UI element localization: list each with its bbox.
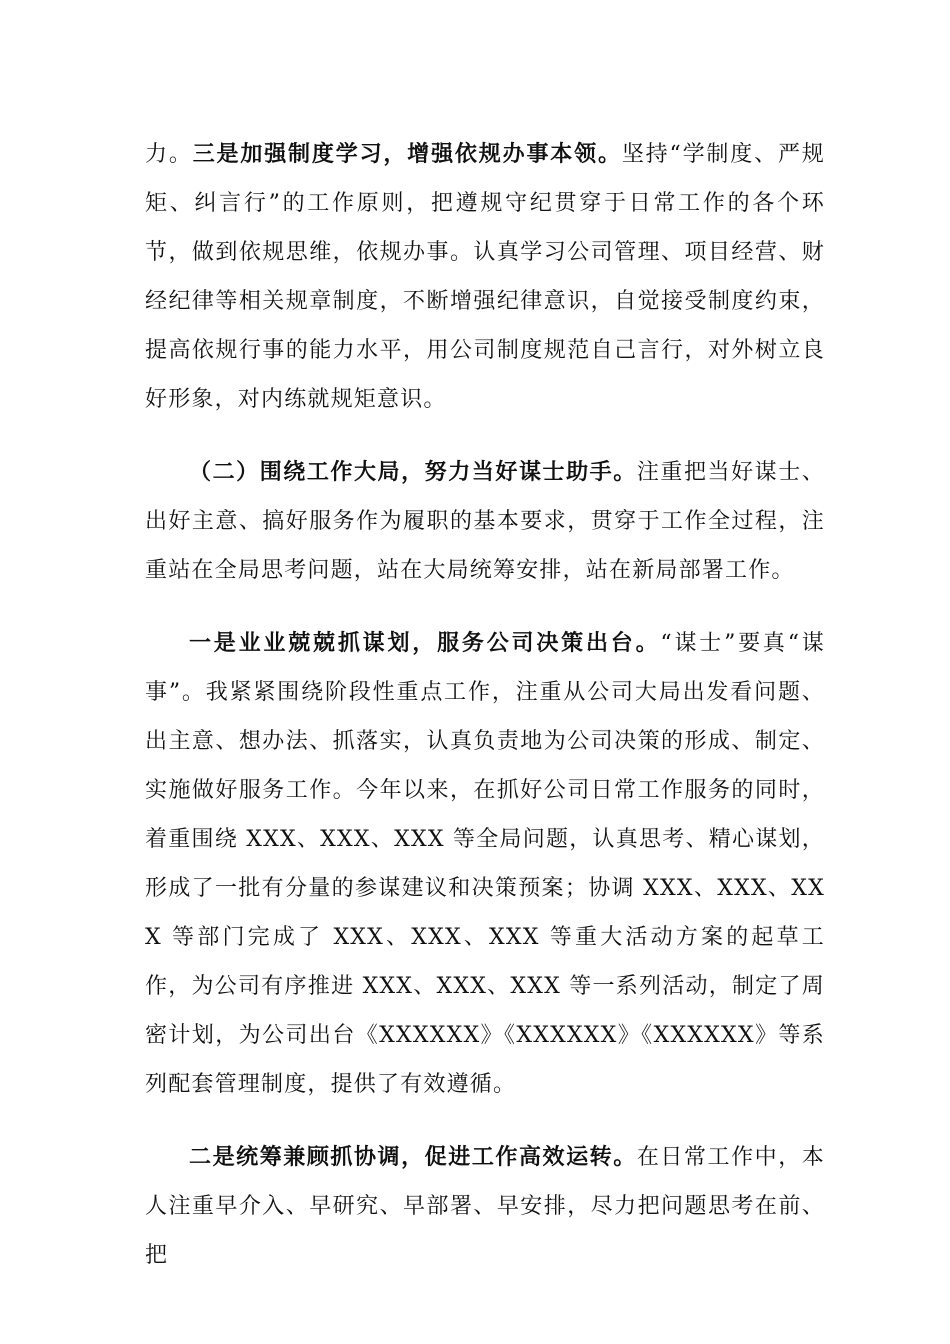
paragraph-coordination — [145, 1133, 825, 1280]
paragraph-system-study — [145, 130, 825, 424]
paragraph-gap — [145, 424, 825, 448]
paragraph-gap — [145, 1109, 825, 1133]
paragraph-section-two — [145, 448, 825, 595]
paragraph-run: 在日常工作中，本人注重早介入、早研究、早部署、早安排，尽力把问题思考在前、把 — [145, 1145, 825, 1268]
paragraph-heading-bold: 三是加强制度学习，增强依规办事本领。 — [192, 141, 622, 167]
section-heading-bold: （二）围绕工作大局，努力当好谋士助手。 — [189, 459, 637, 485]
paragraph-planning — [145, 619, 825, 1109]
paragraph-run: 坚持“学制度、严规矩、纠言行”的工作原则，把遵规守纪贯穿于日常工作的各个环节，做到依规思维，依规办事。认真学习公司管理、项目经营、财经纪律等相关规章制度，不断增强纪律意识，自觉接受制度约束，提高依规行事的能力水平，用公司制度规范自己言行，对外树立良好形象，对内练就规矩意识。 — [145, 142, 825, 412]
paragraph-run: 力。 — [145, 142, 193, 167]
paragraph-run: “谋士”要真“谋事”。我紧紧围绕阶段性重点工作，注重从公司大局出发看问题、出主意、想办法、抓落实，认真负责地为公司决策的形成、制定、实施做好服务工作。今年以来，在抓好公司日常工作服务的同时，着重围绕 XXX、XXX、XXX 等全局问题，认真思考、精心谋划，形成了一批有分量的参谋建议和决策预案；协调 XXX、XXX、XXX 等部门完成了 XXX、XXX、XXX 等重大活动方案的起草工作，为公司有序推进 XXX、XXX、XXX 等一系列活动，制定了周密计划，为公司出台《XXXXXX》《XXXXXX》《XXXXXX》等系列配套管理制度，提供了有效遵循。 — [145, 631, 825, 1097]
paragraph-heading-bold: 二是统筹兼顾抓协调，促进工作高效运转。 — [189, 1144, 637, 1170]
paragraph-gap — [145, 595, 825, 619]
document-body — [145, 130, 825, 1280]
paragraph-run: 注重把当好谋士、出好主意、搞好服务作为履职的基本要求，贯穿于工作全过程，注重站在全局思考问题，站在大局统筹安排，站在新局部署工作。 — [145, 460, 825, 583]
paragraph-heading-bold: 一是业业兢兢抓谋划，服务公司决策出台。 — [189, 630, 661, 656]
